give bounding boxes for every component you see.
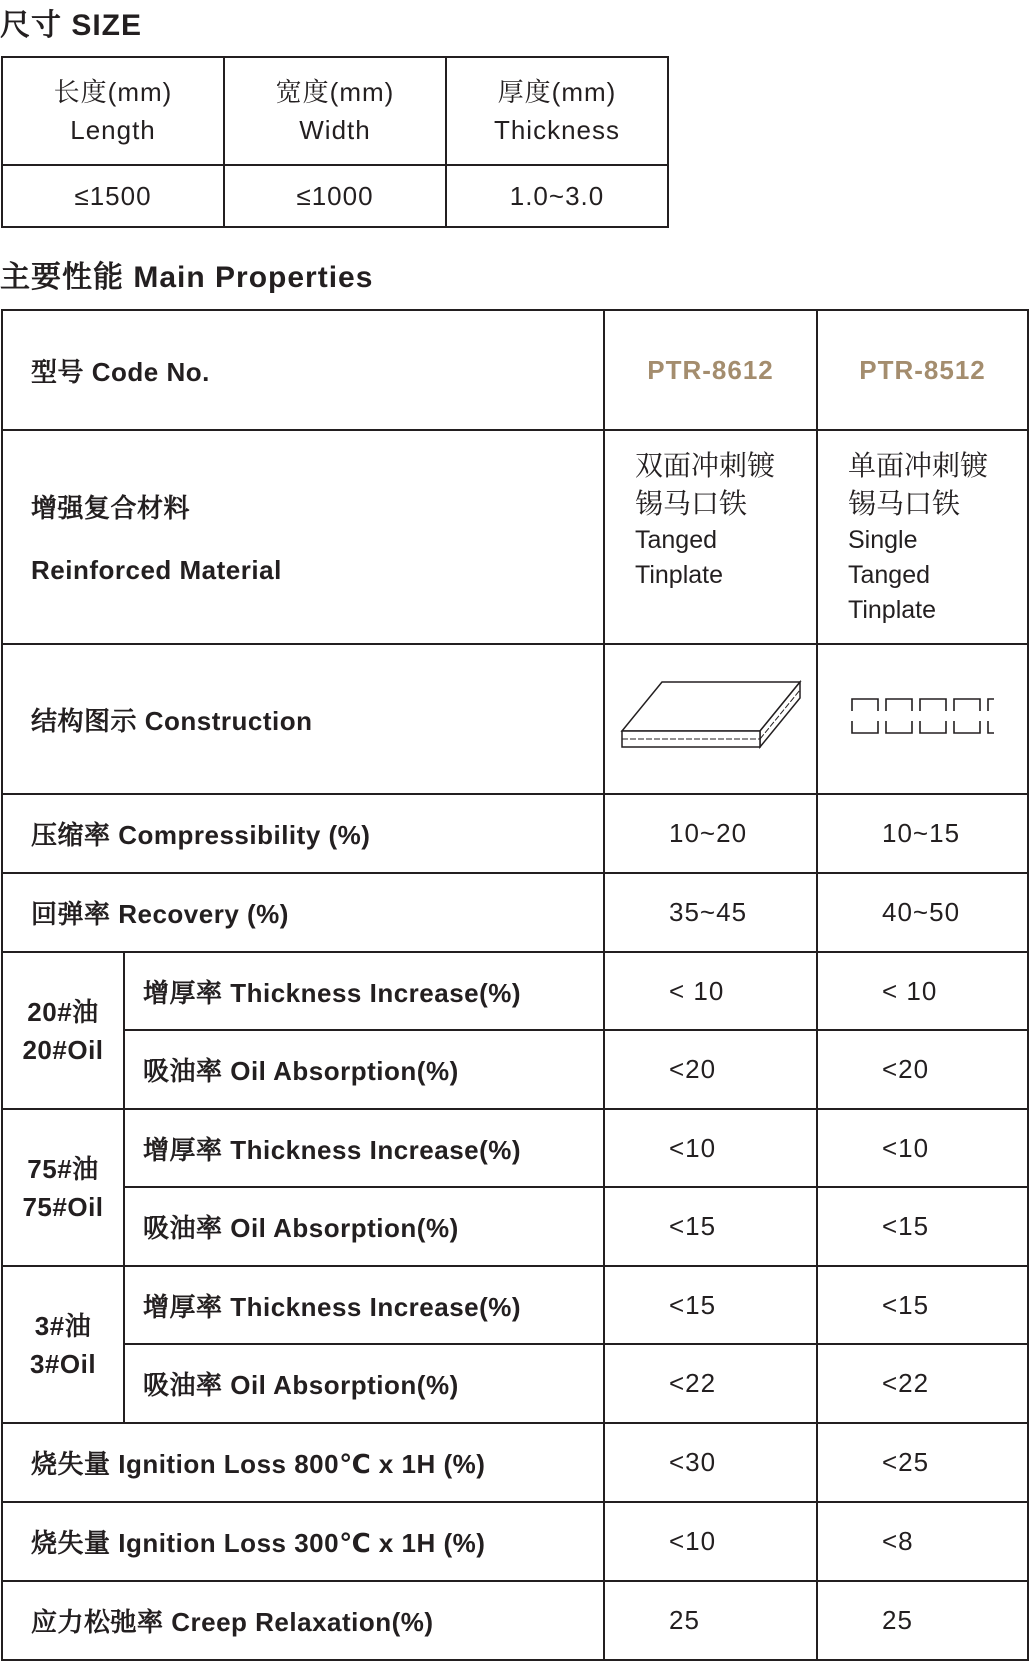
material-8612-en-line2: Tinplate (635, 561, 724, 589)
construction-row (2, 644, 1028, 794)
width-value: ≤1000 (224, 165, 446, 227)
oil-3-thickness-label: 增厚率 Thickness Increase(%) (124, 1266, 604, 1344)
oil-20-absorption-label: 吸油率 Oil Absorption(%) (124, 1030, 604, 1109)
oil-group-20-en: 20#Oil (22, 1034, 104, 1065)
oil-group-75-cn: 75#油 (27, 1153, 99, 1184)
oil-20-thickness-row (2, 952, 1028, 1030)
ignition-300-row (2, 1502, 1028, 1581)
oil-75-thickness-label: 增厚率 Thickness Increase(%) (124, 1109, 604, 1187)
recovery-row (2, 873, 1028, 952)
oil-20-thickness-8512: < 10 (817, 952, 1028, 1030)
material-8512-cn-line1: 单面冲刺镀 (848, 450, 989, 481)
construction-figure-8512 (817, 644, 1028, 794)
length-header-en: Length (70, 115, 156, 145)
construction-label: 结构图示 Construction (2, 644, 604, 794)
code-ptr-8612: PTR-8612 (604, 310, 817, 430)
length-value: ≤1500 (2, 165, 224, 227)
material-8612-en-line1: Tanged (635, 526, 718, 554)
thickness-header-en: Thickness (493, 115, 621, 145)
oil-group-20-cn: 20#油 (27, 996, 99, 1027)
material-label-en: Reinforced Material (31, 555, 282, 585)
length-header (2, 57, 224, 165)
properties-heading: 主要性能 Main Properties (0, 261, 374, 294)
ignition-300-label: 烧失量 Ignition Loss 300℃ x 1H (%) (2, 1502, 604, 1581)
properties-table (1, 309, 1029, 1661)
compressibility-row (2, 794, 1028, 873)
compressibility-label: 压缩率 Compressibility (%) (2, 794, 604, 873)
oil-3-absorption-row (2, 1344, 1028, 1423)
oil-75-thickness-row (2, 1109, 1028, 1187)
oil-group-20 (2, 952, 124, 1109)
material-row (2, 430, 1028, 644)
oil-75-absorption-label: 吸油率 Oil Absorption(%) (124, 1187, 604, 1266)
material-value-8512 (817, 430, 1028, 644)
creep-8512: 25 (817, 1581, 1028, 1660)
ignition-800-label: 烧失量 Ignition Loss 800℃ x 1H (%) (2, 1423, 604, 1502)
ignition-300-8612: <10 (604, 1502, 817, 1581)
oil-75-thickness-8612: <10 (604, 1109, 817, 1187)
creep-row (2, 1581, 1028, 1660)
material-label (2, 430, 604, 644)
oil-20-absorption-row (2, 1030, 1028, 1109)
recovery-label: 回弹率 Recovery (%) (2, 873, 604, 952)
oil-20-absorption-8612: <20 (604, 1030, 817, 1109)
oil-75-thickness-8512: <10 (817, 1109, 1028, 1187)
code-row (2, 310, 1028, 430)
material-8612-cn-line1: 双面冲刺镀 (635, 450, 776, 481)
creep-8612: 25 (604, 1581, 817, 1660)
ignition-800-8512: <25 (817, 1423, 1028, 1502)
oil-3-thickness-8512: <15 (817, 1266, 1028, 1344)
material-8512-en-line2: Tanged (848, 561, 931, 589)
oil-3-thickness-row (2, 1266, 1028, 1344)
thickness-value: 1.0~3.0 (446, 165, 668, 227)
oil-20-thickness-label: 增厚率 Thickness Increase(%) (124, 952, 604, 1030)
code-ptr-8512: PTR-8512 (817, 310, 1028, 430)
oil-group-75 (2, 1109, 124, 1266)
oil-group-3-cn: 3#油 (34, 1310, 92, 1341)
width-header-en: Width (299, 115, 371, 145)
material-8512-en-line1: Single (848, 526, 918, 554)
material-label-cn: 增强复合材料 (31, 493, 191, 523)
oil-group-3-en: 3#Oil (29, 1348, 97, 1379)
compressibility-8612: 10~20 (604, 794, 817, 873)
thickness-header-cn: 厚度(mm) (497, 77, 617, 107)
code-label: 型号 Code No. (2, 310, 604, 430)
oil-3-absorption-8512: <22 (817, 1344, 1028, 1423)
recovery-8612: 35~45 (604, 873, 817, 952)
ignition-800-8612: <30 (604, 1423, 817, 1502)
oil-3-absorption-label: 吸油率 Oil Absorption(%) (124, 1344, 604, 1423)
recovery-8512: 40~50 (817, 873, 1028, 952)
oil-3-absorption-8612: <22 (604, 1344, 817, 1423)
tanged-tinplate-slab-icon (616, 676, 806, 756)
oil-75-absorption-8512: <15 (817, 1187, 1028, 1266)
material-8512-en-line3: Tinplate (848, 596, 937, 624)
oil-75-absorption-row (2, 1187, 1028, 1266)
single-tanged-profile-icon (848, 691, 998, 741)
length-header-cn: 长度(mm) (53, 77, 173, 107)
oil-group-75-en: 75#Oil (22, 1191, 104, 1222)
ignition-800-row (2, 1423, 1028, 1502)
width-header (224, 57, 446, 165)
size-heading: 尺寸 SIZE (0, 9, 143, 42)
size-table (1, 56, 669, 228)
oil-20-thickness-8612: < 10 (604, 952, 817, 1030)
material-8612-cn-line2: 锡马口铁 (635, 488, 748, 519)
oil-group-3 (2, 1266, 124, 1423)
ignition-300-8512: <8 (817, 1502, 1028, 1581)
material-8512-cn-line2: 锡马口铁 (848, 488, 961, 519)
thickness-header (446, 57, 668, 165)
oil-20-absorption-8512: <20 (817, 1030, 1028, 1109)
width-header-cn: 宽度(mm) (275, 77, 395, 107)
construction-figure-8612 (604, 644, 817, 794)
compressibility-8512: 10~15 (817, 794, 1028, 873)
oil-3-thickness-8612: <15 (604, 1266, 817, 1344)
creep-label: 应力松弛率 Creep Relaxation(%) (2, 1581, 604, 1660)
material-value-8612 (604, 430, 817, 644)
oil-75-absorption-8612: <15 (604, 1187, 817, 1266)
